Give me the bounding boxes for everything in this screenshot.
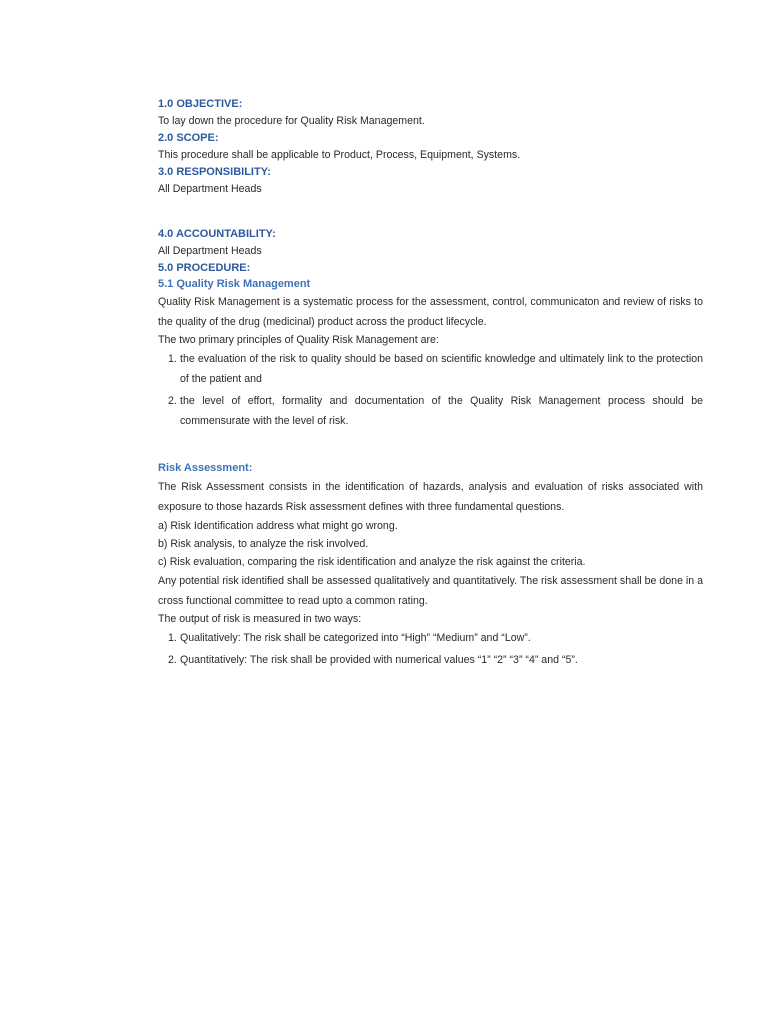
list-item	[158, 628, 703, 648]
accountability-heading: 4.0 ACCOUNTABILITY:	[158, 228, 276, 240]
procedure-heading: 5.0 PROCEDURE:	[158, 262, 251, 274]
risk-question: a) Risk Identification address what might go wrong.	[158, 520, 398, 532]
responsibility-heading: 3.0 RESPONSIBILITY:	[158, 166, 271, 178]
accountability-text: All Department Heads	[158, 245, 262, 257]
list-item-text: Qualitatively: The risk shall be categorized into “High” “Medium” and “Low”.	[180, 632, 531, 644]
ways-list	[158, 628, 703, 670]
list-item	[158, 650, 703, 670]
list-item-text: the level of effort, formality and documentation of the Quality Risk Management process should be commensurate with the level of risk.	[180, 395, 703, 427]
objective-heading: 1.0 OBJECTIVE:	[158, 98, 243, 110]
assessment-text: Any potential risk identified shall be assessed qualitatively and quantitatively. The risk assessment shall be done in a cross functional committee to read upto a common rating.	[158, 575, 703, 607]
procedure-intro: Quality Risk Management is a systematic process for the assessment, control, communicaton and review of risks to the quality of the drug (medicinal) product across the product lifecycle.	[158, 296, 703, 328]
scope-text: This procedure shall be applicable to Product, Process, Equipment, Systems.	[158, 149, 521, 161]
list-item-text: the evaluation of the risk to quality should be based on scientific knowledge and ultimately link to the protection of the patient and	[180, 353, 703, 385]
risk-assessment-heading: Risk Assessment:	[158, 462, 253, 474]
list-number: 2.	[168, 395, 177, 407]
document-body	[158, 96, 703, 670]
responsibility-text: All Department Heads	[158, 183, 262, 195]
principles-list	[158, 349, 703, 431]
list-item	[158, 391, 703, 431]
list-item	[158, 349, 703, 389]
risk-assessment-intro: The Risk Assessment consists in the identification of hazards, analysis and evaluation of risks associated with exposure to those hazards Risk assessment defines with three fundamental questions.	[158, 481, 703, 513]
list-number: 2.	[168, 654, 177, 666]
procedure-subheading: 5.1 Quality Risk Management	[158, 278, 311, 290]
objective-text: To lay down the procedure for Quality Risk Management.	[158, 115, 425, 127]
spacer	[158, 198, 703, 226]
risk-question: b) Risk analysis, to analyze the risk involved.	[158, 538, 369, 550]
scope-heading: 2.0 SCOPE:	[158, 132, 219, 144]
output-intro: The output of risk is measured in two ways:	[158, 613, 362, 625]
list-item-text: Quantitatively: The risk shall be provided with numerical values “1” “2” “3” “4” and “5”.	[180, 654, 578, 666]
spacer	[158, 431, 703, 459]
principles-intro: The two primary principles of Quality Risk Management are:	[158, 334, 439, 346]
list-number: 1.	[168, 353, 177, 365]
risk-question: c) Risk evaluation, comparing the risk identification and analyze the risk against the criteria.	[158, 556, 586, 568]
list-number: 1.	[168, 632, 177, 644]
